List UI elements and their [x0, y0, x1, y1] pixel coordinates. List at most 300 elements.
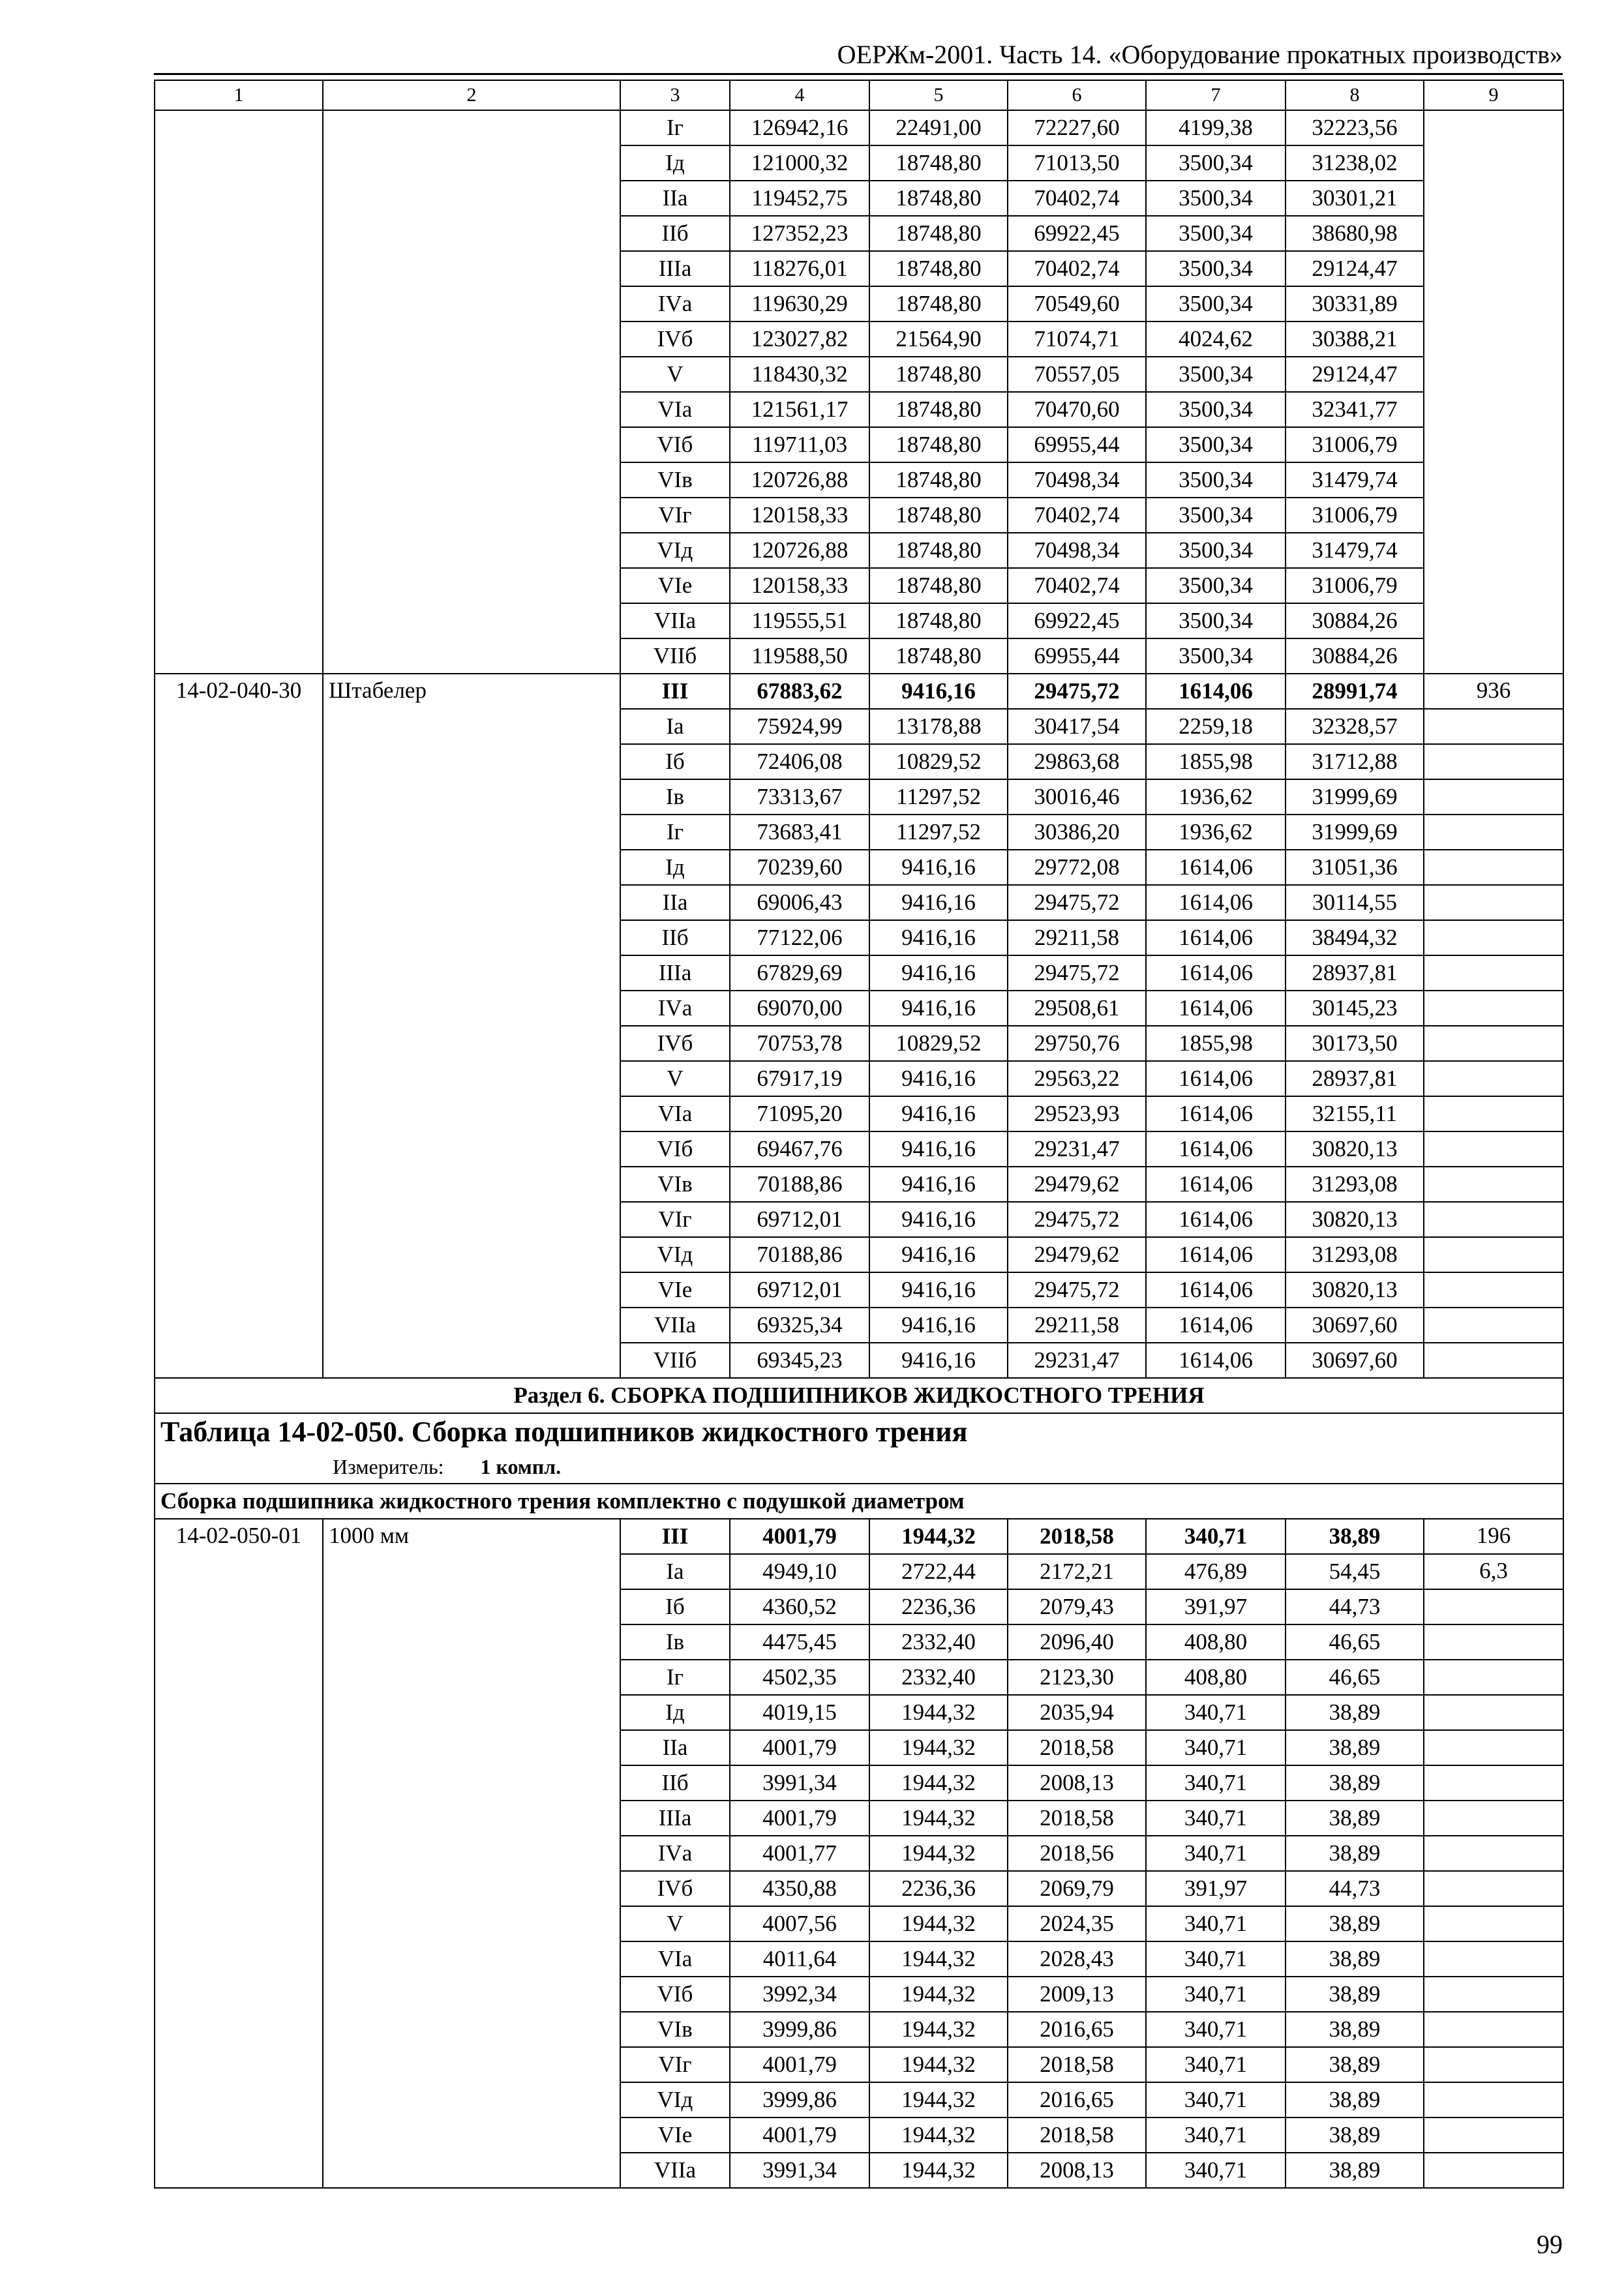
column-9-cell [1424, 955, 1563, 991]
value-cell: 21564,90 [869, 322, 1008, 357]
value-cell: 70239,60 [730, 850, 869, 885]
value-cell: 29475,72 [1008, 885, 1146, 920]
value-cell: 9416,16 [869, 991, 1008, 1026]
zone-cell: IVа [620, 991, 730, 1026]
value-cell: 2018,58 [1008, 2047, 1146, 2082]
value-cell: 29772,08 [1008, 850, 1146, 885]
value-cell: 70402,74 [1008, 181, 1146, 216]
section-title: Раздел 6. СБОРКА ПОДШИПНИКОВ ЖИДКОСТНОГО ТРЕНИЯ [155, 1378, 1563, 1413]
value-cell: 30145,23 [1286, 991, 1424, 1026]
item-code-cell [155, 110, 323, 674]
column-9-cell [1424, 1343, 1563, 1378]
value-cell: 18748,80 [869, 357, 1008, 392]
column-9-cell [1424, 1801, 1563, 1836]
value-cell: 2259,18 [1146, 709, 1286, 744]
value-cell: 4001,77 [730, 1836, 869, 1871]
column-9-cell [1424, 1237, 1563, 1272]
value-cell: 30331,89 [1286, 286, 1424, 322]
value-cell: 9416,16 [869, 1131, 1008, 1167]
value-cell: 9416,16 [869, 1272, 1008, 1308]
column-number: 7 [1146, 80, 1286, 110]
column-number: 3 [620, 80, 730, 110]
value-cell: 1614,06 [1146, 1272, 1286, 1308]
value-cell: 2172,21 [1008, 1554, 1146, 1589]
value-cell: 71095,20 [730, 1096, 869, 1131]
column-9-cell [1424, 920, 1563, 955]
column-9-cell [1424, 1308, 1563, 1343]
column-9-cell: 936 [1424, 674, 1563, 709]
value-cell: 9416,16 [869, 885, 1008, 920]
zone-cell: IIб [620, 216, 730, 251]
zone-cell: VIа [620, 392, 730, 427]
value-cell: 3500,34 [1146, 498, 1286, 533]
value-cell: 29563,22 [1008, 1061, 1146, 1096]
measure-label: Измеритель: [333, 1455, 444, 1478]
value-cell: 1614,06 [1146, 1202, 1286, 1237]
zone-cell: Iг [620, 110, 730, 145]
value-cell: 119452,75 [730, 181, 869, 216]
value-cell: 1944,32 [869, 1519, 1008, 1554]
value-cell: 1944,32 [869, 2117, 1008, 2153]
value-cell: 69712,01 [730, 1202, 869, 1237]
zone-cell: III [620, 1519, 730, 1554]
value-cell: 71013,50 [1008, 145, 1146, 181]
value-cell: 9416,16 [869, 1061, 1008, 1096]
value-cell: 1944,32 [869, 1977, 1008, 2012]
value-cell: 1614,06 [1146, 1237, 1286, 1272]
measure-value: 1 компл. [480, 1455, 562, 1478]
value-cell: 118276,01 [730, 251, 869, 286]
zone-cell: IIIа [620, 251, 730, 286]
column-9-cell [1424, 1624, 1563, 1660]
zone-cell: IVа [620, 1836, 730, 1871]
column-9-cell [1424, 815, 1563, 850]
zone-cell: VIа [620, 1941, 730, 1977]
zone-cell: VIб [620, 1131, 730, 1167]
value-cell: 2018,58 [1008, 1519, 1146, 1554]
zone-cell: VIд [620, 2082, 730, 2117]
value-cell: 9416,16 [869, 674, 1008, 709]
zone-cell: VIе [620, 568, 730, 603]
value-cell: 29475,72 [1008, 1202, 1146, 1237]
value-cell: 120158,33 [730, 568, 869, 603]
value-cell: 28937,81 [1286, 1061, 1424, 1096]
value-cell: 29750,76 [1008, 1026, 1146, 1061]
zone-cell: Iв [620, 1624, 730, 1660]
value-cell: 29211,58 [1008, 1308, 1146, 1343]
value-cell: 2722,44 [869, 1554, 1008, 1589]
column-9-cell [1424, 850, 1563, 885]
value-cell: 2079,43 [1008, 1589, 1146, 1624]
value-cell: 1614,06 [1146, 1131, 1286, 1167]
value-cell: 73313,67 [730, 779, 869, 815]
value-cell: 3500,34 [1146, 251, 1286, 286]
value-cell: 18748,80 [869, 251, 1008, 286]
value-cell: 69070,00 [730, 991, 869, 1026]
zone-cell: VIв [620, 462, 730, 498]
column-9-cell [1424, 1730, 1563, 1765]
value-cell: 18748,80 [869, 638, 1008, 674]
zone-cell: IVб [620, 1871, 730, 1906]
value-cell: 340,71 [1146, 1519, 1286, 1554]
value-cell: 77122,06 [730, 920, 869, 955]
value-cell: 69922,45 [1008, 603, 1146, 638]
column-9-cell [1424, 1061, 1563, 1096]
value-cell: 30173,50 [1286, 1026, 1424, 1061]
zone-cell: VIг [620, 1202, 730, 1237]
value-cell: 11297,52 [869, 779, 1008, 815]
value-cell: 31479,74 [1286, 533, 1424, 568]
value-cell: 2018,56 [1008, 1836, 1146, 1871]
value-cell: 22491,00 [869, 110, 1008, 145]
value-cell: 30884,26 [1286, 603, 1424, 638]
value-cell: 38,89 [1286, 1765, 1424, 1801]
zone-cell: VIб [620, 1977, 730, 2012]
value-cell: 13178,88 [869, 709, 1008, 744]
value-cell: 38,89 [1286, 1977, 1424, 2012]
value-cell: 70549,60 [1008, 286, 1146, 322]
column-9-cell [1424, 1871, 1563, 1906]
value-cell: 10829,52 [869, 744, 1008, 779]
value-cell: 3500,34 [1146, 392, 1286, 427]
zone-cell: VIIа [620, 2153, 730, 2188]
zone-cell: IVб [620, 322, 730, 357]
value-cell: 38,89 [1286, 2047, 1424, 2082]
value-cell: 38,89 [1286, 1906, 1424, 1941]
page-header: ОЕРЖм-2001. Часть 14. «Оборудование прокатных производств» [837, 40, 1563, 69]
value-cell: 4001,79 [730, 2047, 869, 2082]
value-cell: 28937,81 [1286, 955, 1424, 991]
value-cell: 121561,17 [730, 392, 869, 427]
value-cell: 4019,15 [730, 1695, 869, 1730]
value-cell: 340,71 [1146, 2153, 1286, 2188]
value-cell: 1944,32 [869, 1941, 1008, 1977]
value-cell: 70498,34 [1008, 533, 1146, 568]
value-cell: 1614,06 [1146, 1061, 1286, 1096]
zone-cell: IIIа [620, 955, 730, 991]
value-cell: 476,89 [1146, 1554, 1286, 1589]
value-cell: 2018,58 [1008, 2117, 1146, 2153]
value-cell: 4502,35 [730, 1660, 869, 1695]
item-name-cell [323, 110, 620, 674]
value-cell: 3999,86 [730, 2012, 869, 2047]
value-cell: 70402,74 [1008, 498, 1146, 533]
value-cell: 3500,34 [1146, 145, 1286, 181]
value-cell: 18748,80 [869, 427, 1008, 462]
zone-cell: Iа [620, 1554, 730, 1589]
value-cell: 30114,55 [1286, 885, 1424, 920]
subtitle-row [155, 1484, 1563, 1519]
value-cell: 30820,13 [1286, 1131, 1424, 1167]
value-cell: 2028,43 [1008, 1941, 1146, 1977]
value-cell: 123027,82 [730, 322, 869, 357]
value-cell: 9416,16 [869, 920, 1008, 955]
value-cell: 2018,58 [1008, 1730, 1146, 1765]
value-cell: 340,71 [1146, 1765, 1286, 1801]
value-cell: 1855,98 [1146, 1026, 1286, 1061]
table-row [155, 1519, 1563, 1554]
value-cell: 46,65 [1286, 1660, 1424, 1695]
value-cell: 118430,32 [730, 357, 869, 392]
value-cell: 2016,65 [1008, 2082, 1146, 2117]
value-cell: 31006,79 [1286, 568, 1424, 603]
column-number: 2 [323, 80, 620, 110]
zone-cell: VIе [620, 2117, 730, 2153]
column-9-cell [1424, 1167, 1563, 1202]
value-cell: 3500,34 [1146, 357, 1286, 392]
value-cell: 3500,34 [1146, 427, 1286, 462]
value-cell: 340,71 [1146, 1941, 1286, 1977]
value-cell: 3999,86 [730, 2082, 869, 2117]
value-cell: 31006,79 [1286, 427, 1424, 462]
value-cell: 29475,72 [1008, 674, 1146, 709]
value-cell: 70188,86 [730, 1237, 869, 1272]
column-9-cell [1424, 885, 1563, 920]
value-cell: 2096,40 [1008, 1624, 1146, 1660]
value-cell: 4001,79 [730, 2117, 869, 2153]
value-cell: 9416,16 [869, 1343, 1008, 1378]
value-cell: 4949,10 [730, 1554, 869, 1589]
value-cell: 70498,34 [1008, 462, 1146, 498]
zone-cell: VIIа [620, 603, 730, 638]
value-cell: 2016,65 [1008, 2012, 1146, 2047]
value-cell: 67917,19 [730, 1061, 869, 1096]
value-cell: 1614,06 [1146, 1343, 1286, 1378]
zone-cell: VIв [620, 1167, 730, 1202]
column-number: 5 [869, 80, 1008, 110]
value-cell: 3500,34 [1146, 568, 1286, 603]
value-cell: 4350,88 [730, 1871, 869, 1906]
zone-cell: VIIа [620, 1308, 730, 1343]
value-cell: 1944,32 [869, 1730, 1008, 1765]
value-cell: 408,80 [1146, 1624, 1286, 1660]
value-cell: 2236,36 [869, 1589, 1008, 1624]
value-cell: 1614,06 [1146, 991, 1286, 1026]
value-cell: 73683,41 [730, 815, 869, 850]
value-cell: 70753,78 [730, 1026, 869, 1061]
zone-cell: Iб [620, 1589, 730, 1624]
value-cell: 340,71 [1146, 2012, 1286, 2047]
value-cell: 69955,44 [1008, 638, 1146, 674]
value-cell: 28991,74 [1286, 674, 1424, 709]
value-cell: 31999,69 [1286, 779, 1424, 815]
value-cell: 119630,29 [730, 286, 869, 322]
column-9-cell [1424, 1131, 1563, 1167]
value-cell: 69922,45 [1008, 216, 1146, 251]
zone-cell: IIа [620, 885, 730, 920]
value-cell: 340,71 [1146, 1801, 1286, 1836]
value-cell: 70402,74 [1008, 251, 1146, 286]
value-cell: 1614,06 [1146, 885, 1286, 920]
value-cell: 9416,16 [869, 1308, 1008, 1343]
value-cell: 30820,13 [1286, 1202, 1424, 1237]
value-cell: 32341,77 [1286, 392, 1424, 427]
value-cell: 1614,06 [1146, 920, 1286, 955]
value-cell: 4011,64 [730, 1941, 869, 1977]
value-cell: 69325,34 [730, 1308, 869, 1343]
column-9-cell [1424, 1977, 1563, 2012]
value-cell: 44,73 [1286, 1589, 1424, 1624]
value-cell: 18748,80 [869, 568, 1008, 603]
value-cell: 3500,34 [1146, 638, 1286, 674]
value-cell: 38,89 [1286, 1730, 1424, 1765]
value-cell: 18748,80 [869, 603, 1008, 638]
value-cell: 2018,58 [1008, 1801, 1146, 1836]
value-cell: 120158,33 [730, 498, 869, 533]
value-cell: 120726,88 [730, 462, 869, 498]
zone-cell: Iв [620, 779, 730, 815]
zone-cell: Iд [620, 850, 730, 885]
value-cell: 18748,80 [869, 498, 1008, 533]
value-cell: 30386,20 [1008, 815, 1146, 850]
value-cell: 69467,76 [730, 1131, 869, 1167]
value-cell: 340,71 [1146, 1730, 1286, 1765]
column-9-cell: 6,3 [1424, 1554, 1563, 1589]
value-cell: 32223,56 [1286, 110, 1424, 145]
value-cell: 30301,21 [1286, 181, 1424, 216]
value-cell: 119555,51 [730, 603, 869, 638]
value-cell: 18748,80 [869, 392, 1008, 427]
header-divider [154, 73, 1563, 75]
zone-cell: V [620, 357, 730, 392]
zone-cell: Iб [620, 744, 730, 779]
column-9-cell [1424, 1695, 1563, 1730]
value-cell: 2008,13 [1008, 2153, 1146, 2188]
measure-line [333, 1450, 1557, 1483]
subtitle: Сборка подшипника жидкостного трения комплектно с подушкой диаметром [155, 1484, 1563, 1519]
value-cell: 69006,43 [730, 885, 869, 920]
value-cell: 38680,98 [1286, 216, 1424, 251]
value-cell: 1944,32 [869, 2012, 1008, 2047]
value-cell: 1944,32 [869, 1765, 1008, 1801]
value-cell: 70470,60 [1008, 392, 1146, 427]
value-cell: 31051,36 [1286, 850, 1424, 885]
column-9-cell [1424, 991, 1563, 1026]
zone-cell: VIе [620, 1272, 730, 1308]
value-cell: 340,71 [1146, 1906, 1286, 1941]
zone-cell: V [620, 1061, 730, 1096]
value-cell: 69712,01 [730, 1272, 869, 1308]
value-cell: 29863,68 [1008, 744, 1146, 779]
column-number: 9 [1424, 80, 1563, 110]
value-cell: 3991,34 [730, 1765, 869, 1801]
zone-cell: IVа [620, 286, 730, 322]
value-cell: 2236,36 [869, 1871, 1008, 1906]
value-cell: 119588,50 [730, 638, 869, 674]
value-cell: 4001,79 [730, 1519, 869, 1554]
value-cell: 54,45 [1286, 1554, 1424, 1589]
zone-cell: VIд [620, 533, 730, 568]
zone-cell: VIа [620, 1096, 730, 1131]
value-cell: 340,71 [1146, 1695, 1286, 1730]
column-number: 4 [730, 80, 869, 110]
value-cell: 18748,80 [869, 216, 1008, 251]
value-cell: 1614,06 [1146, 1167, 1286, 1202]
value-cell: 2035,94 [1008, 1695, 1146, 1730]
section-title-row [155, 1378, 1563, 1413]
zone-cell: VIIб [620, 1343, 730, 1378]
value-cell: 18748,80 [869, 462, 1008, 498]
value-cell: 1614,06 [1146, 1308, 1286, 1343]
column-9-cell [1424, 1272, 1563, 1308]
value-cell: 1944,32 [869, 2082, 1008, 2117]
column-9-cell [1424, 1836, 1563, 1871]
column-9-cell [1424, 1765, 1563, 1801]
value-cell: 1944,32 [869, 1836, 1008, 1871]
value-cell: 38,89 [1286, 1941, 1424, 1977]
value-cell: 69955,44 [1008, 427, 1146, 462]
value-cell: 38,89 [1286, 2153, 1424, 2188]
value-cell: 2069,79 [1008, 1871, 1146, 1906]
value-cell: 408,80 [1146, 1660, 1286, 1695]
value-cell: 340,71 [1146, 2047, 1286, 2082]
value-cell: 9416,16 [869, 955, 1008, 991]
value-cell: 38,89 [1286, 1519, 1424, 1554]
value-cell: 72227,60 [1008, 110, 1146, 145]
value-cell: 29475,72 [1008, 955, 1146, 991]
column-9-cell [1424, 2012, 1563, 2047]
value-cell: 1944,32 [869, 1695, 1008, 1730]
item-name-cell: Штабелер [323, 674, 620, 1378]
value-cell: 4475,45 [730, 1624, 869, 1660]
zone-cell: V [620, 1906, 730, 1941]
column-9-cell [1424, 2047, 1563, 2082]
value-cell: 9416,16 [869, 1202, 1008, 1237]
zone-cell: Iд [620, 1695, 730, 1730]
value-cell: 38,89 [1286, 1801, 1424, 1836]
column-9-cell [1424, 1026, 1563, 1061]
value-cell: 38,89 [1286, 1695, 1424, 1730]
value-cell: 31293,08 [1286, 1167, 1424, 1202]
value-cell: 38,89 [1286, 2012, 1424, 2047]
value-cell: 72406,08 [730, 744, 869, 779]
value-cell: 38,89 [1286, 2117, 1424, 2153]
value-cell: 29231,47 [1008, 1343, 1146, 1378]
column-9-cell: 196 [1424, 1519, 1563, 1554]
value-cell: 30820,13 [1286, 1272, 1424, 1308]
value-cell: 4007,56 [730, 1906, 869, 1941]
column-9-cell [1424, 779, 1563, 815]
item-code-cell: 14-02-050-01 [155, 1519, 323, 2188]
value-cell: 29475,72 [1008, 1272, 1146, 1308]
column-9-cell [1424, 1096, 1563, 1131]
value-cell: 1614,06 [1146, 850, 1286, 885]
zone-cell: Iг [620, 1660, 730, 1695]
value-cell: 38,89 [1286, 2082, 1424, 2117]
value-cell: 31238,02 [1286, 145, 1424, 181]
zone-cell: III [620, 674, 730, 709]
value-cell: 3500,34 [1146, 533, 1286, 568]
column-9-cell [1424, 2082, 1563, 2117]
value-cell: 75924,99 [730, 709, 869, 744]
value-cell: 29124,47 [1286, 251, 1424, 286]
column-9-cell [1424, 1202, 1563, 1237]
zone-cell: VIд [620, 1237, 730, 1272]
zone-cell: IIа [620, 181, 730, 216]
value-cell: 29479,62 [1008, 1167, 1146, 1202]
value-cell: 30697,60 [1286, 1343, 1424, 1378]
value-cell: 1614,06 [1146, 674, 1286, 709]
value-cell: 31999,69 [1286, 815, 1424, 850]
value-cell: 70402,74 [1008, 568, 1146, 603]
value-cell: 391,97 [1146, 1871, 1286, 1906]
value-cell: 3500,34 [1146, 216, 1286, 251]
value-cell: 2008,13 [1008, 1765, 1146, 1801]
zone-cell: IIб [620, 1765, 730, 1801]
column-9-cell [1424, 1906, 1563, 1941]
value-cell: 3500,34 [1146, 462, 1286, 498]
value-cell: 69345,23 [730, 1343, 869, 1378]
